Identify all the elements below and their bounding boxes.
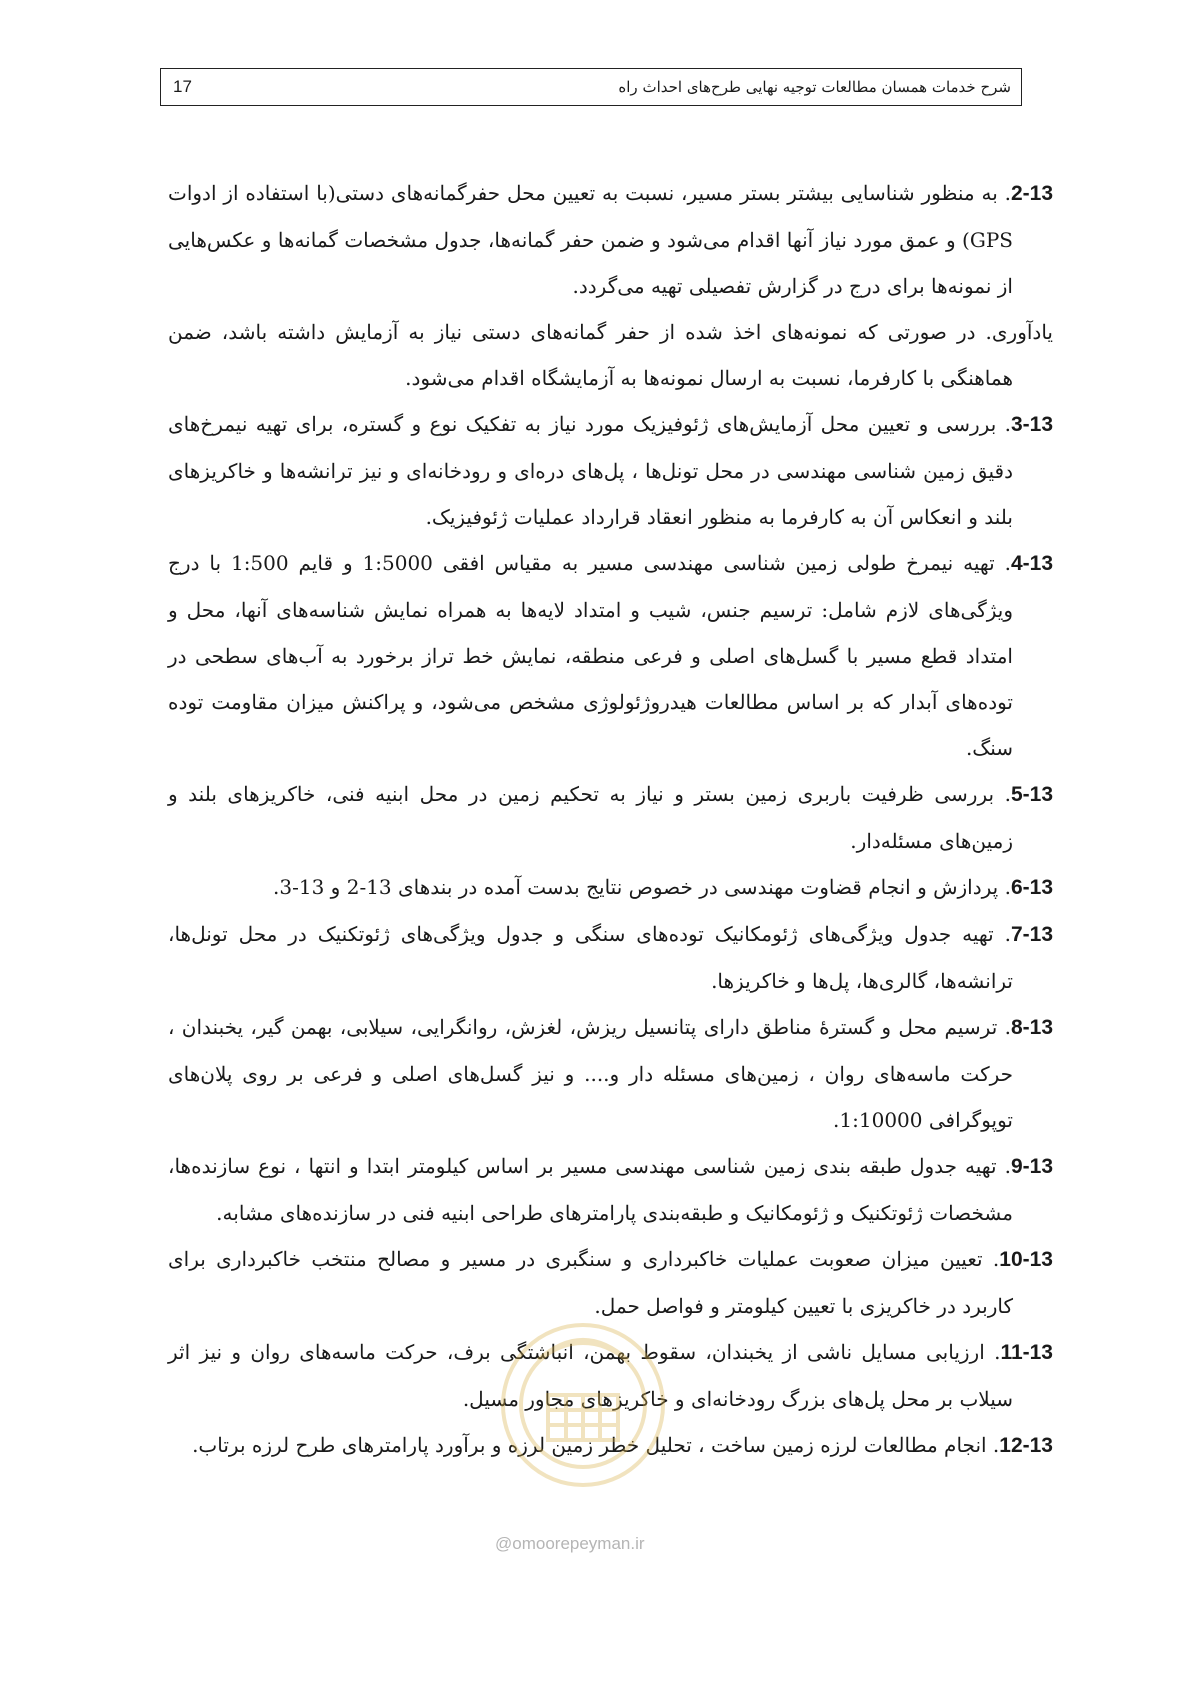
item-text: . تهیه نیمرخ طولی زمین شناسی مهندسی مسیر به مقیاس افقی 1:5000 و قایم 1:500 با درج ویژگی‌های لازم شامل: ترسیم جنس، شیب و امتداد لایه‌ها به همراه نمایش شناسه‌های آنها، محل و امتداد قطع مسیر با گسل‌های اصلی و فرعی منطقه، نمایش خط تراز برخورد به آب‌های سطحی در توده‌های آبدار که بر اساس مطالعات هیدروژئولوژی مشخص می‌شود، و پراکنش میزان مقاومت توده سنگ. — [168, 551, 1013, 760]
item-number: 7-13 — [1010, 923, 1053, 946]
item-number: 12-13 — [999, 1434, 1053, 1457]
list-item-5-13 — [168, 771, 1053, 864]
item-text: . ترسیم محل و گسترهٔ مناطق دارای پتانسیل ریزش، لغزش، روانگرایی، سیلابی، بهمن گیر، یخبندان ، حرکت ماسه‌های روان ، زمین‌های مسئله دار و.... و نیز گسل‌های اصلی و فرعی بر روی پلان‌های توپوگرافی 1:10000. — [168, 1015, 1013, 1132]
list-item-8-13 — [168, 1004, 1053, 1143]
item-number: 3-13 — [1010, 413, 1053, 436]
item-text: . تعیین میزان صعوبت عملیات خاکبرداری و سنگبری در مسیر و مصالح منتخب خاکبرداری برای کاربرد در خاکریزی با تعیین کیلومتر و فواصل حمل. — [168, 1247, 1013, 1318]
item-number: 4-13 — [1010, 552, 1054, 575]
list-item-6-13 — [168, 864, 1053, 911]
watermark-url: @omoorepeyman.ir — [495, 1534, 645, 1553]
item-text: . تهیه جدول طبقه بندی زمین شناسی مهندسی مسیر بر اساس کیلومتر ابتدا و انتها ، نوع سازنده‌ها، مشخصات ژئوتکنیک و ژئومکانیک و طبقه‌بندی پارامترهای طراحی ابنیه فنی در سازنده‌های مشابه. — [168, 1154, 1013, 1225]
item-number: 2-13 — [1010, 182, 1053, 205]
list-item-9-13 — [168, 1143, 1053, 1236]
header-title: شرح خدمات همسان مطالعات توجیه نهایی طرح‌های احداث راه — [618, 78, 1011, 96]
page-number: 17 — [173, 77, 192, 96]
watermark-seal-icon — [478, 1300, 688, 1500]
item-text: . به منظور شناسایی بیشتر بستر مسیر، نسبت به تعیین محل حفرگمانه‌های دستی(با استفاده از ادوات GPS) و عمق مورد نیاز آنها اقدام می‌شود و ضمن حفر گمانه‌ها، جدول مشخصات گمانه‌ها و عکس‌هایی از نمونه‌ها برای درج در گزارش تفصیلی تهیه می‌گردد. — [168, 181, 1013, 298]
item-text: . ارزیابی مسایل ناشی از یخبندان، سقوط بهمن، انباشتگی برف، حرکت ماسه‌های روان و نیز اثر سیلاب بر محل پل‌های بزرگ رودخانه‌ای و خاکریزهای مجاور مسیل. — [168, 1340, 1013, 1411]
page-content — [168, 170, 1053, 1469]
item-number: 5-13 — [1010, 783, 1053, 806]
page-header — [160, 68, 1022, 106]
item-number: 11-13 — [1000, 1341, 1053, 1364]
item-text: . بررسی ظرفیت باربری زمین بستر و نیاز به تحکیم زمین در محل ابنیه فنی، خاکریزهای بلند و زمین‌های مسئله‌دار. — [168, 782, 1013, 853]
item-text: . تهیه جدول ویژگی‌های ژئومکانیک توده‌های سنگی و جدول ویژگی‌های ژئوتکنیک در محل تونل‌ها، ترانشه‌ها، گالری‌ها، پل‌ها و خاکریزها. — [168, 922, 1013, 993]
list-item-4-13 — [168, 540, 1053, 771]
item-number: 10-13 — [999, 1248, 1053, 1271]
item-text: . انجام مطالعات لرزه زمین ساخت ، تحلیل خطر زمین لرزه و برآورد پارامترهای طرح لرزه برتاب. — [192, 1433, 1000, 1457]
item-text: . بررسی و تعیین محل آزمایش‌های ژئوفیزیک مورد نیاز به تفکیک نوع و گستره، برای تهیه نیمرخ‌های دقیق زمین شناسی مهندسی در محل تونل‌ها ، پل‌های دره‌ای و رودخانه‌ای و نیز ترانشه‌ها و خاکریزهای بلند و انعکاس آن به کارفرما به منظور انعقاد قرارداد عملیات ژئوفیزیک. — [168, 412, 1013, 529]
reminder-note — [168, 309, 1053, 401]
note-text: یادآوری. در صورتی که نمونه‌های اخذ شده از حفر گمانه‌های دستی نیاز به آزمایش داشته باشد، ضمن هماهنگی با کارفرما، نسبت به ارسال نمونه‌ها به آزمایشگاه اقدام می‌شود. — [168, 320, 1053, 390]
item-number: 8-13 — [1010, 1016, 1053, 1039]
list-item-2-13 — [168, 170, 1053, 309]
list-item-3-13 — [168, 401, 1053, 540]
item-number: 9-13 — [1010, 1155, 1053, 1178]
item-text: . پردازش و انجام قضاوت مهندسی در خصوص نتایج بدست آمده در بندهای 13-2 و 13-3. — [273, 875, 1011, 899]
list-item-7-13 — [168, 911, 1053, 1004]
item-number: 6-13 — [1010, 876, 1053, 899]
